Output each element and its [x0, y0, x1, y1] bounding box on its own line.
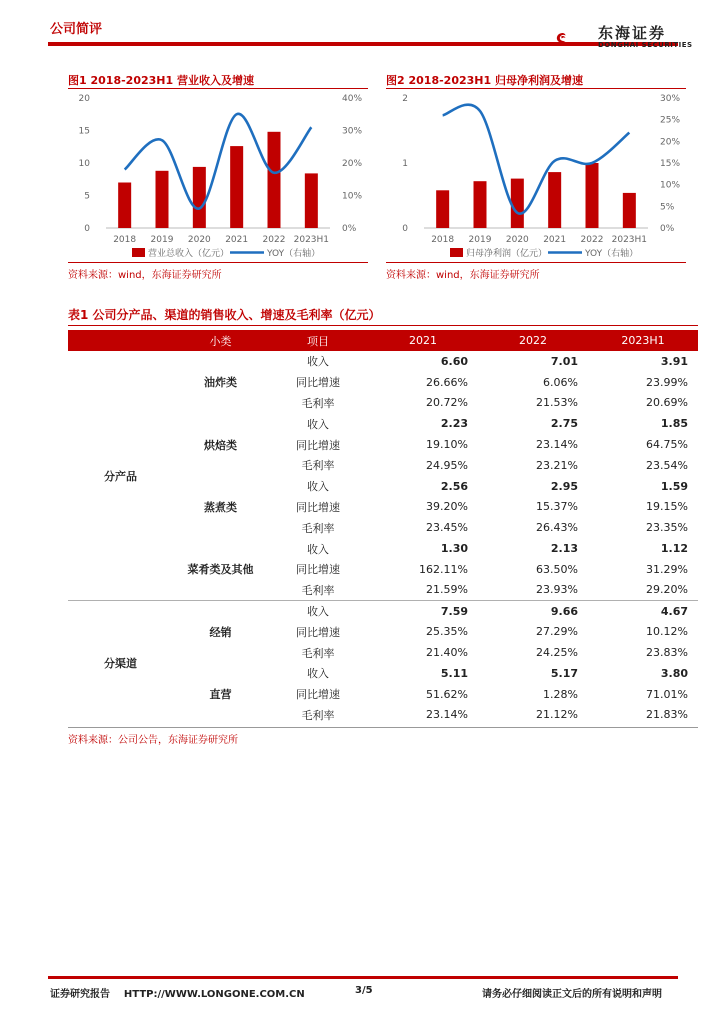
subcategory-cell: 经销: [209, 625, 232, 639]
bar: [230, 146, 243, 228]
value-cell: 23.54%: [646, 458, 688, 472]
value-cell: 3.91: [660, 354, 688, 368]
left-axis-tick: 0: [84, 224, 90, 234]
value-cell: 23.83%: [646, 646, 688, 660]
value-cell: 7.59: [368, 601, 478, 622]
table-1-title: 表1 公司分产品、渠道的销售收入、增速及毛利率（亿元）: [68, 308, 381, 322]
subcategory-cell: 菜肴类及其他: [187, 563, 254, 577]
right-axis-tick: 0%: [660, 224, 675, 234]
footer-disclaimer: 请务必仔细阅读正文后的所有说明和声明: [482, 989, 662, 1000]
value-cell: 6.60: [440, 354, 468, 368]
legend-line-label: YOY（右轴）: [585, 249, 639, 259]
value-cell: 2.13: [550, 542, 578, 556]
subcategory-cell: [173, 538, 268, 559]
bar: [586, 163, 599, 228]
subcategory-cell: 直营: [209, 688, 232, 702]
value-cell: 23.35%: [646, 521, 688, 535]
item-cell: 毛利率: [301, 459, 335, 473]
footer-divider: [48, 976, 678, 979]
left-axis-tick: 0: [402, 224, 408, 234]
header-cell-subcat: 小类: [173, 330, 268, 351]
header-cell-item: 项目: [268, 330, 368, 351]
bar: [511, 179, 524, 228]
group-cell: 分产品: [104, 469, 137, 483]
value-cell: 21.53%: [536, 396, 578, 410]
header-tag: 公司简评: [50, 22, 103, 37]
right-axis-tick: 0%: [342, 224, 357, 234]
revenue-chart: [68, 90, 368, 262]
x-axis-tick: 2021: [543, 235, 567, 245]
right-axis-tick: 10%: [342, 191, 363, 202]
x-axis-tick: 2018: [113, 235, 137, 245]
item-cell: 毛利率: [301, 646, 335, 660]
table-row: [68, 601, 698, 622]
subcategory-cell: [173, 455, 268, 476]
right-axis-tick: 25%: [660, 115, 681, 126]
subcategory-cell: [173, 663, 268, 684]
x-axis-tick: 2020: [505, 235, 529, 245]
subcategory-cell: [173, 393, 268, 414]
value-cell: 6.06%: [543, 375, 578, 389]
figure-2-rule: [386, 88, 686, 89]
value-cell: 1.85: [660, 417, 688, 431]
value-cell: 21.59%: [426, 583, 468, 597]
figure-1-rule: [68, 88, 368, 89]
right-axis-tick: 10%: [660, 180, 681, 191]
table-1-rule: [68, 325, 698, 326]
table-1-source: 资料来源：公司公告，东海证券研究所: [68, 735, 238, 746]
figure-1-bottom-rule: [68, 262, 368, 263]
right-axis-tick: 20%: [342, 159, 363, 169]
value-cell: 5.11: [440, 666, 468, 680]
right-axis-tick: 40%: [342, 94, 363, 104]
subcategory-cell: 油炸类: [204, 376, 237, 390]
value-cell: 29.20%: [646, 583, 688, 597]
value-cell: 5.17: [550, 666, 578, 680]
subcategory-cell: [173, 705, 268, 726]
value-cell: 25.35%: [426, 625, 468, 639]
header-cell-2022: 2022: [478, 330, 588, 351]
right-axis-tick: 20%: [660, 137, 681, 148]
value-cell: 71.01%: [646, 687, 688, 701]
x-axis-tick: 2023H1: [293, 235, 330, 245]
legend-line-label: YOY（右轴）: [267, 249, 321, 259]
value-cell: 27.29%: [536, 625, 578, 639]
item-cell: 同比增速: [296, 376, 340, 390]
x-axis-tick: 2020: [187, 235, 211, 245]
bar: [436, 190, 449, 228]
net-profit-chart: [386, 90, 686, 262]
figure-2-title: 图2 2018-2023H1 归母净利润及增速: [386, 74, 583, 87]
value-cell: 1.59: [660, 479, 688, 493]
item-cell: 收入: [307, 667, 329, 681]
right-axis-tick: 30%: [660, 94, 681, 104]
value-cell: 1.12: [660, 542, 688, 556]
sales-table: [68, 330, 698, 725]
subcategory-cell: [173, 580, 268, 601]
logo-text-en: DONGHAI SECURITIES: [598, 41, 693, 49]
bar: [474, 181, 487, 228]
item-cell: 收入: [307, 480, 329, 494]
table-1-bottom-rule: [68, 727, 698, 728]
item-cell: 同比增速: [296, 500, 340, 514]
value-cell: 21.12%: [536, 708, 578, 722]
value-cell: 24.95%: [426, 458, 468, 472]
x-axis-tick: 2021: [225, 235, 249, 245]
value-cell: 3.80: [660, 666, 688, 680]
legend-bar-label: 归母净利润（亿元）: [466, 249, 548, 259]
right-axis-tick: 5%: [660, 202, 675, 213]
bar: [156, 171, 169, 228]
value-cell: 20.69%: [646, 396, 688, 410]
value-cell: 23.14%: [536, 438, 578, 452]
item-cell: 收入: [307, 542, 329, 556]
value-cell: 2.95: [550, 479, 578, 493]
yoy-line: [125, 114, 312, 209]
value-cell: 23.21%: [536, 458, 578, 472]
value-cell: 20.72%: [426, 396, 468, 410]
header-cell-2021: 2021: [368, 330, 478, 351]
subcategory-cell: [173, 413, 268, 434]
value-cell: 23.45%: [426, 521, 468, 535]
value-cell: 2.56: [440, 479, 468, 493]
figure-2-bottom-rule: [386, 262, 686, 263]
table-row: [68, 351, 698, 372]
left-axis-tick: 1: [402, 159, 408, 169]
right-axis-tick: 30%: [342, 126, 363, 137]
logo-text-cn: 东海证券: [598, 24, 667, 42]
x-axis-tick: 2022: [262, 235, 286, 245]
group-cell: 分渠道: [68, 601, 173, 726]
x-axis-tick: 2019: [150, 235, 174, 245]
left-axis-tick: 10: [78, 159, 90, 169]
subcategory-cell: [173, 517, 268, 538]
value-cell: 31.29%: [646, 562, 688, 576]
bar: [118, 183, 131, 229]
item-cell: 收入: [307, 417, 329, 431]
value-cell: 64.75%: [646, 438, 688, 452]
bar: [305, 173, 318, 228]
item-cell: 同比增速: [296, 563, 340, 577]
value-cell: 4.67: [588, 601, 698, 622]
bar: [623, 193, 636, 228]
value-cell: 23.14%: [426, 708, 468, 722]
value-cell: 2.23: [440, 417, 468, 431]
bar: [193, 167, 206, 228]
left-axis-tick: 20: [78, 94, 90, 104]
header-cell-2023h1: 2023H1: [588, 330, 698, 351]
left-axis-tick: 5: [84, 191, 90, 202]
value-cell: 23.93%: [536, 583, 578, 597]
value-cell: 19.15%: [646, 500, 688, 514]
value-cell: 21.40%: [426, 646, 468, 660]
x-axis-tick: 2018: [431, 235, 455, 245]
value-cell: 26.43%: [536, 521, 578, 535]
legend-bar-swatch: [450, 248, 463, 257]
value-cell: 9.66: [478, 601, 588, 622]
item-cell: 收入: [307, 355, 329, 369]
bar: [268, 132, 281, 228]
table-header-row: [68, 330, 698, 351]
legend-bar-swatch: [132, 248, 145, 257]
value-cell: 19.10%: [426, 438, 468, 452]
item-cell: 收入: [268, 601, 368, 622]
item-cell: 毛利率: [301, 521, 335, 535]
dragon-logo-icon: [555, 18, 595, 56]
subcategory-cell: 烘焙类: [204, 438, 237, 452]
figure-1-title: 图1 2018-2023H1 营业收入及增速: [68, 74, 254, 87]
subcategory-cell: [173, 476, 268, 497]
item-cell: 同比增速: [296, 438, 340, 452]
value-cell: 7.01: [550, 354, 578, 368]
x-axis-tick: 2023H1: [611, 235, 648, 245]
value-cell: 26.66%: [426, 375, 468, 389]
value-cell: 23.99%: [646, 375, 688, 389]
value-cell: 1.30: [440, 542, 468, 556]
value-cell: 51.62%: [426, 687, 468, 701]
item-cell: 同比增速: [296, 688, 340, 702]
item-cell: 同比增速: [296, 625, 340, 639]
header-cell-group: [68, 330, 173, 351]
left-axis-tick: 15: [78, 126, 90, 137]
figure-2-source: 资料来源：wind，东海证券研究所: [386, 270, 540, 281]
right-axis-tick: 15%: [660, 159, 681, 169]
legend-bar-label: 营业总收入（亿元）: [148, 249, 230, 259]
subcategory-cell: 蒸煮类: [204, 500, 237, 514]
figure-1-source: 资料来源：wind，东海证券研究所: [68, 270, 222, 281]
value-cell: 63.50%: [536, 562, 578, 576]
item-cell: 毛利率: [301, 708, 335, 722]
x-axis-tick: 2022: [580, 235, 604, 245]
bar: [548, 172, 561, 228]
yoy-line: [443, 105, 630, 214]
subcategory-cell: [173, 351, 268, 372]
value-cell: 21.83%: [646, 708, 688, 722]
x-axis-tick: 2019: [468, 235, 492, 245]
subcategory-cell: [173, 642, 268, 663]
item-cell: 毛利率: [301, 583, 335, 597]
value-cell: 1.28%: [543, 687, 578, 701]
value-cell: 24.25%: [536, 646, 578, 660]
value-cell: 162.11%: [419, 562, 468, 576]
page-number: 3/5: [355, 985, 373, 996]
left-axis-tick: 2: [402, 94, 408, 104]
subcategory-cell: [173, 601, 268, 622]
footer-left: 证券研究报告 HTTP://WWW.LONGONE.COM.CN: [50, 989, 305, 1000]
value-cell: 39.20%: [426, 500, 468, 514]
value-cell: 15.37%: [536, 500, 578, 514]
value-cell: 2.75: [550, 417, 578, 431]
value-cell: 10.12%: [646, 625, 688, 639]
item-cell: 毛利率: [301, 396, 335, 410]
